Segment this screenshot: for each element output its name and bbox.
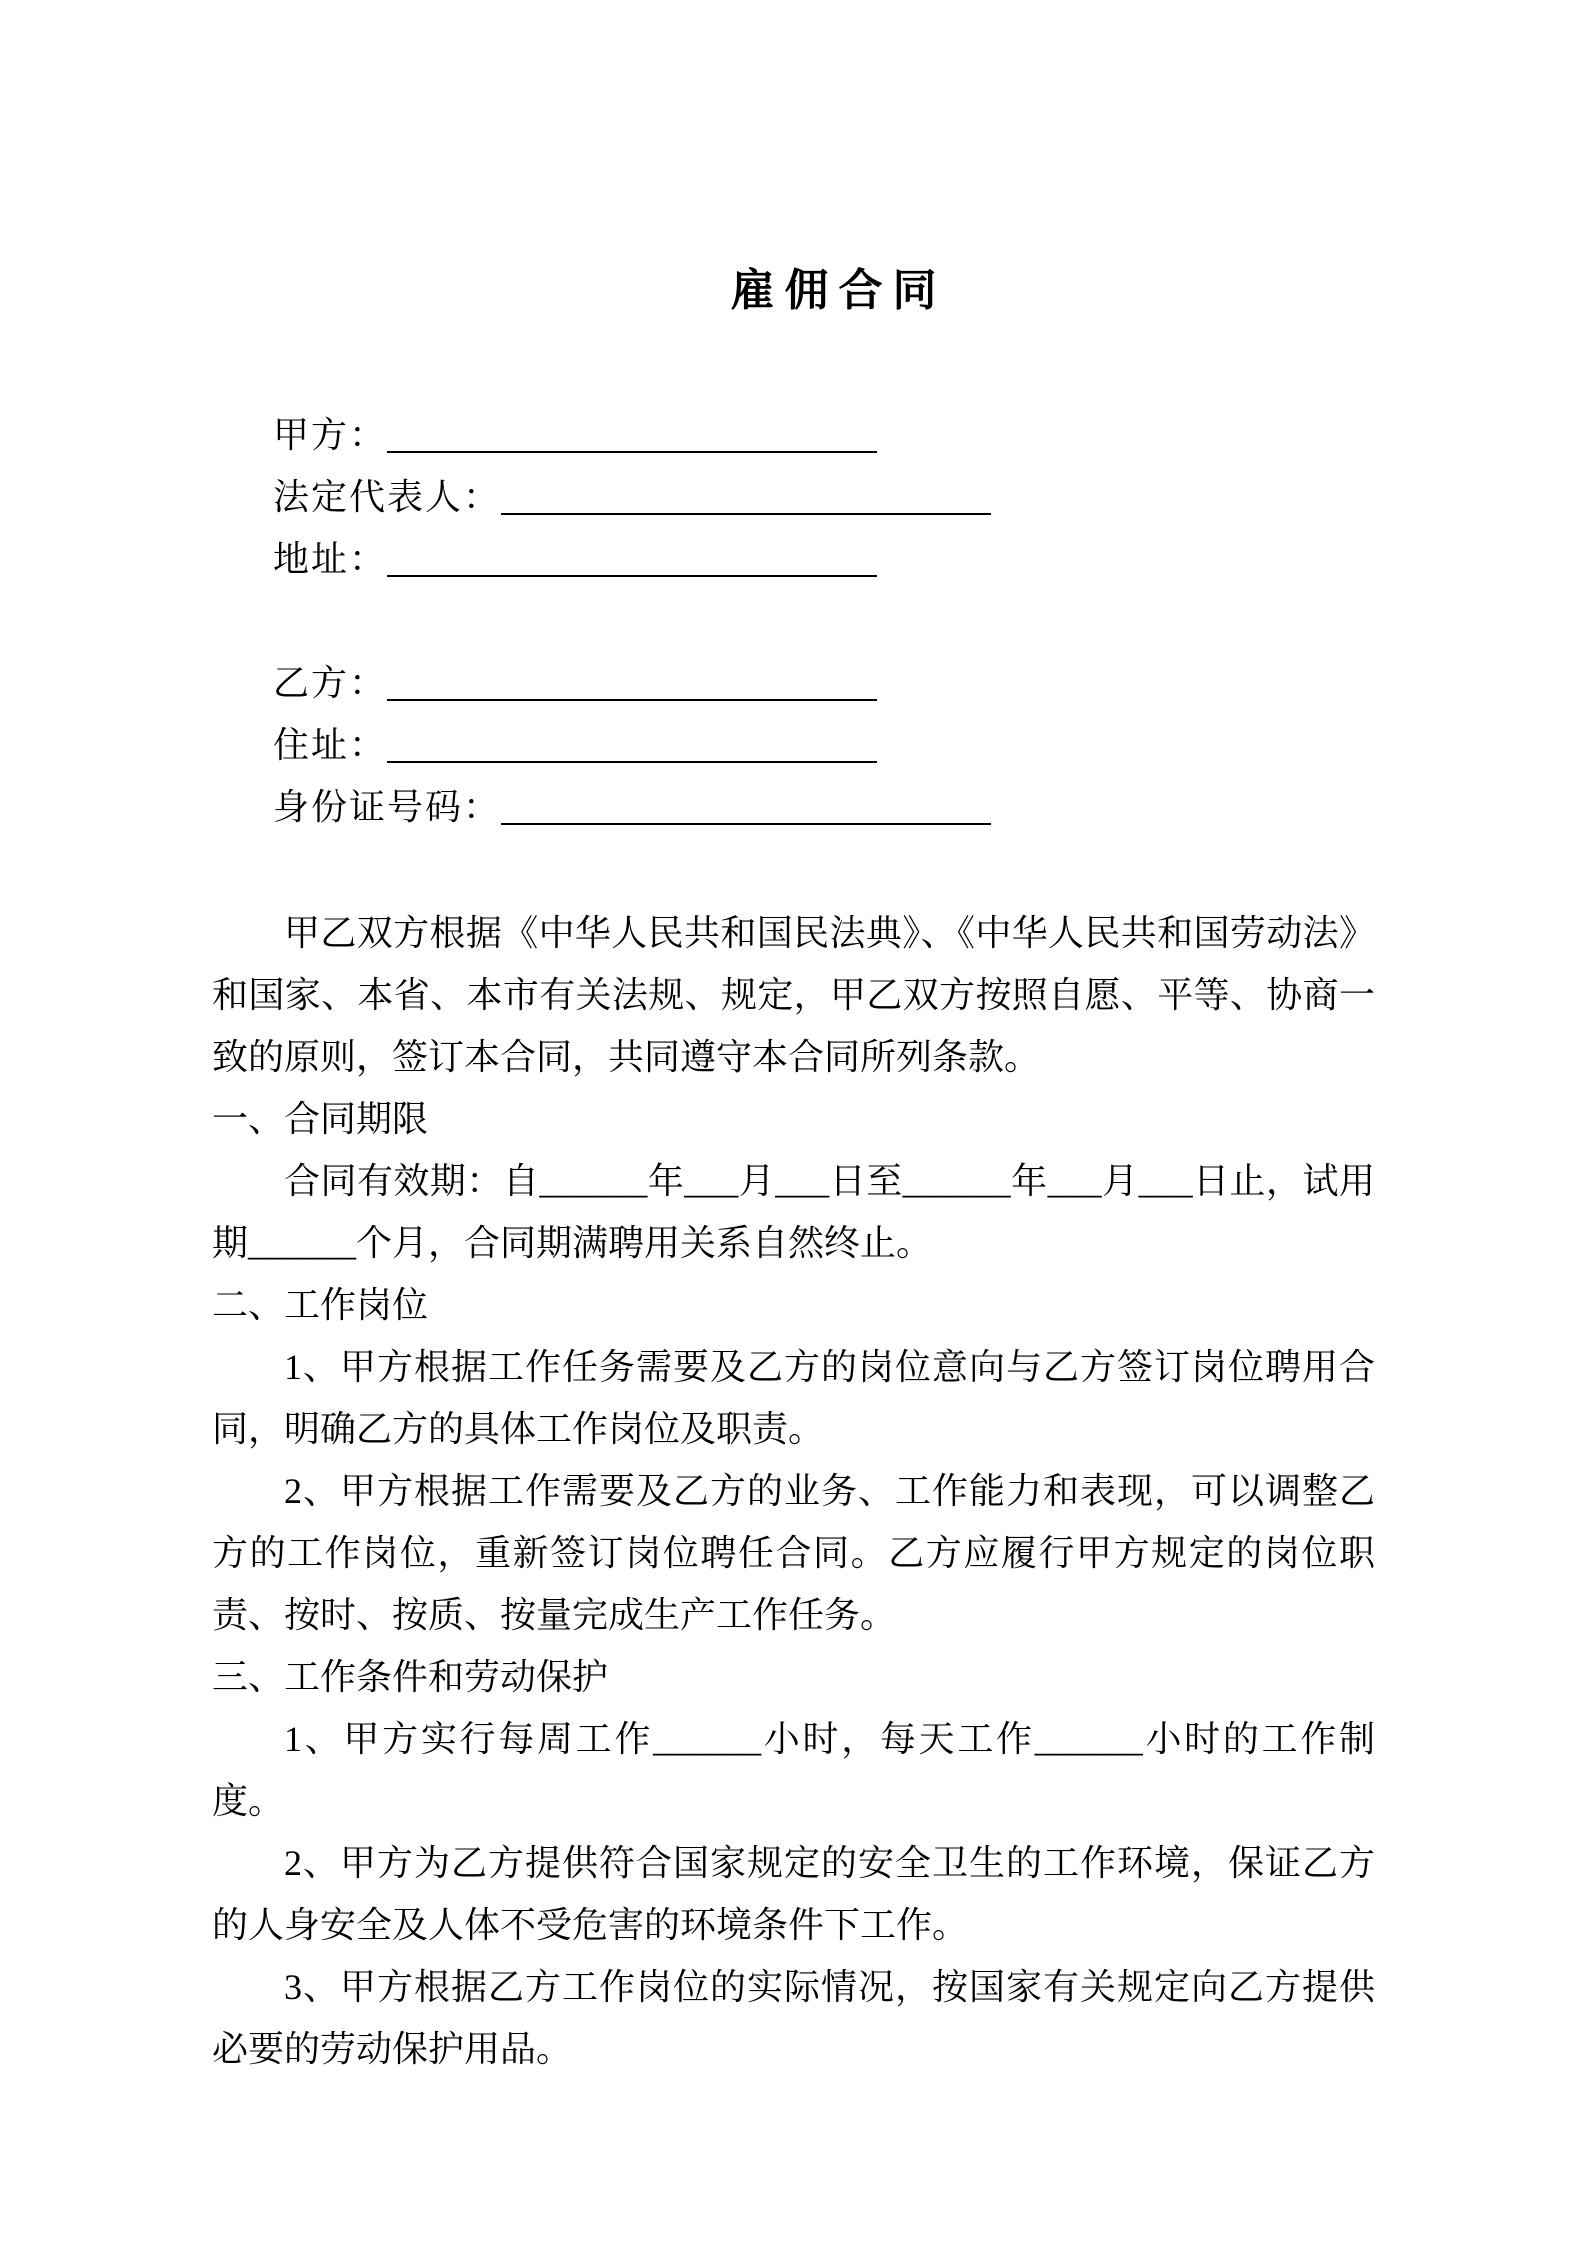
field-row <box>212 776 1375 838</box>
section-heading: 三、工作条件和劳动保护 <box>212 1657 609 1697</box>
section-heading: 一、合同期限 <box>212 1099 429 1139</box>
preamble-paragraph: 甲乙双方根据《中华人民共和国民法典》、《中华人民共和国劳动法》和国家、本省、本市有关法规、规定，甲乙双方按照自愿、平等、协商一致的原则，签订本合同，共同遵守本合同所列条款。 <box>212 913 1375 1077</box>
section-paragraph: 2、甲方根据工作需要及乙方的业务、工作能力和表现，可以调整乙方的工作岗位，重新签订岗位聘任合同。乙方应履行甲方规定的岗位职责、按时、按质、按量完成生产工作任务。 <box>212 1471 1375 1635</box>
field-row <box>212 652 1375 714</box>
section-paragraph: 2、甲方为乙方提供符合国家规定的安全卫生的工作环境，保证乙方的人身安全及人体不受危害的环境条件下工作。 <box>212 1843 1375 1945</box>
field-blank-line <box>387 575 877 577</box>
contract-sections <box>212 1088 1375 2080</box>
contract-section-1 <box>212 1088 1375 1274</box>
section-paragraph: 合同有效期：自______年___月___日至______年___月___日止，试用期______个月，合同期满聘用关系自然终止。 <box>212 1161 1375 1263</box>
field-blank-line <box>387 761 877 763</box>
field-label: 地址： <box>273 539 388 579</box>
field-blank-line <box>387 699 877 701</box>
party-fields <box>212 404 1375 838</box>
section-paragraph: 3、甲方根据乙方工作岗位的实际情况，按国家有关规定向乙方提供必要的劳动保护用品。 <box>212 1967 1375 2069</box>
field-blank-line <box>501 823 991 825</box>
document-title: 雇佣合同 <box>730 266 947 315</box>
section-paragraph: 1、甲方根据工作任务需要及乙方的岗位意向与乙方签订岗位聘用合同，明确乙方的具体工作岗位及职责。 <box>212 1347 1375 1449</box>
field-label: 甲方： <box>273 415 388 455</box>
section-paragraph: 1、甲方实行每周工作______小时，每天工作______小时的工作制度。 <box>212 1719 1375 1821</box>
field-label: 乙方： <box>273 663 388 703</box>
field-row <box>212 528 1375 590</box>
party-group-party-a <box>212 404 1375 590</box>
contract-body <box>212 902 1375 2080</box>
field-row <box>212 466 1375 528</box>
field-row <box>212 404 1375 466</box>
field-row <box>212 714 1375 776</box>
party-group-party-b <box>212 652 1375 838</box>
field-blank-line <box>501 513 991 515</box>
field-label: 身份证号码： <box>273 787 502 827</box>
section-heading: 二、工作岗位 <box>212 1285 429 1325</box>
contract-section-3 <box>212 1646 1375 2080</box>
field-label: 住址： <box>273 725 388 765</box>
field-blank-line <box>387 451 877 453</box>
contract-section-2 <box>212 1274 1375 1646</box>
field-label: 法定代表人： <box>273 477 502 517</box>
